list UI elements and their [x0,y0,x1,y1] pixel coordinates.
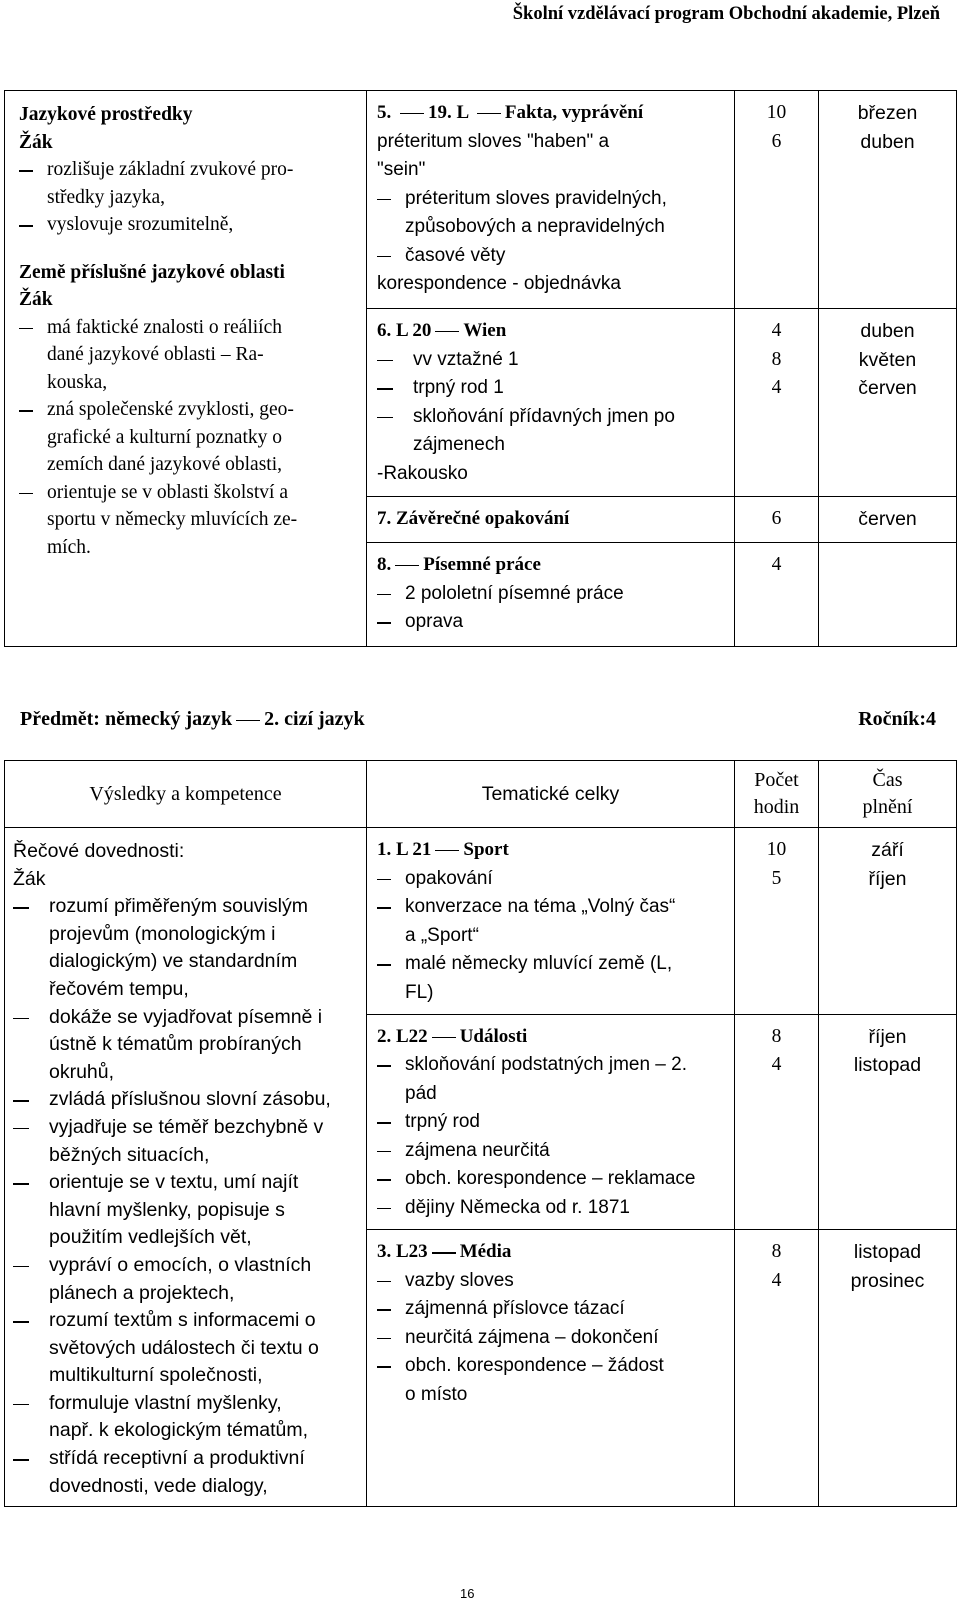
topic-title: 2. L22 Události [377,1025,528,1047]
topic-item: neurčitá zájmena – dokončení [377,1324,728,1353]
topic-item: obch. korespondence – reklamace [377,1165,728,1194]
month-value: červen [858,508,917,530]
section-title: Země příslušné jazykové oblasti [19,261,285,283]
topic-item: 2 pololetní písemné práce [377,580,728,609]
topic-cell [367,1230,735,1507]
topic-title: 1. L 21 Sport [377,839,509,860]
month-value: září [871,839,904,861]
outcome-item: vyslovuje srozumitelně, [19,211,360,239]
topic-item: časové věty [377,242,728,271]
hours-value: 8 [771,1025,782,1047]
hours-value: 4 [771,1269,782,1291]
hours-value: 5 [771,867,782,889]
hours-value: 4 [771,1054,782,1076]
hours-value: 6 [771,130,782,152]
section-title: Řečové dovednosti: [13,840,185,862]
schedule-cell [819,1014,957,1229]
topic-cell [367,828,735,1015]
hours-value: 10 [766,102,787,123]
schedule-cell [819,543,957,647]
hours-cell [735,543,819,647]
topic-title: 5. 19. L Fakta, vyprávění [377,102,644,123]
topic-cell [367,91,735,309]
month-value: říjen [868,867,907,890]
hours-value: 4 [771,320,782,341]
topic-title: 6. L 20 Wien [377,320,507,341]
hours-value: 10 [766,839,787,860]
month-value: červen [858,377,917,399]
topic-item: zájmena neurčitá [377,1137,728,1166]
month-value: říjen [868,1025,907,1048]
section-title: Jazykové prostředky [19,104,193,125]
outcome-item: orientuje se v textu, umí najít hlavní myšlenky, popisuje s použitím vedlejších vět, [13,1169,360,1252]
hours-value: 6 [771,508,782,529]
topic-cell [367,309,735,497]
topic-item: oprava [377,608,728,637]
outcome-item: má faktické znalosti o reáliích dané jazykové oblasti – Ra- kouska, [19,314,360,397]
topic-title: 7. Závěrečné opakování [377,508,570,529]
month-value: prosinec [850,1269,925,1292]
hours-cell [735,497,819,543]
student-label: Žák [19,289,53,310]
schedule-cell [819,309,957,497]
topic-item: trpný rod [377,1108,728,1137]
student-label: Žák [13,867,46,890]
topic-item: skloňování přídavných jmen po zájmenech [377,403,728,460]
month-value: květen [858,348,917,371]
page-number: 16 [460,1586,475,1601]
hours-cell [735,91,819,309]
topic-line: -Rakousko [377,462,468,484]
topic-item: préteritum sloves pravidelných, způsobových a nepravidelných [377,185,728,242]
topic-item: konverzace na téma „Volný čas“ a „Sport“ [377,893,728,950]
hours-cell [735,1014,819,1229]
schedule-cell [819,497,957,543]
topic-line: korespondence - objednávka [377,273,622,294]
topic-item: skloňování podstatných jmen – 2. pád [377,1051,728,1108]
outcome-item: rozumí textům s informacemi o světových událostech či textu o multikulturní společnosti, [13,1307,360,1390]
document-header: Školní vzdělávací program Obchodní akademie, Plzeň [512,4,940,24]
hours-cell [735,828,819,1015]
month-value: duben [860,320,915,342]
month-value: březen [857,102,918,124]
outcome-item: rozlišuje základní zvukové pro- středky jazyka, [19,156,360,211]
schedule-cell [819,91,957,309]
outcome-item: dokáže se vyjadřovat písemně i ústně k tématům probíraných okruhů, [13,1004,360,1087]
topic-item: trpný rod 1 [377,374,728,403]
schedule-cell [819,828,957,1015]
hours-value: 8 [771,348,782,370]
outcome-item: zvládá příslušnou slovní zásobu, [13,1086,360,1114]
topic-line: préteritum sloves "haben" a [377,130,610,152]
topic-item: vv vztažné 1 [377,346,728,375]
subject-title: Předmět: německý jazyk 2. cizí jazyk [20,708,365,730]
column-header-schedule: Čas plnění [819,761,957,828]
topic-item: zájmenná příslovce tázací [377,1295,728,1324]
month-value: listopad [853,1054,922,1077]
month-value: duben [860,130,915,153]
schedule-cell [819,1230,957,1507]
outcome-item: rozumí přiměřeným souvislým projevům (monologickým i dialogickým) ve standardním řečovém tempu, [13,893,360,1003]
hours-cell [735,1230,819,1507]
outcome-item: orientuje se v oblasti školství a sportu v německy mluvících ze- mích. [19,479,360,562]
topic-item: dějiny Německa od r. 1871 [377,1194,728,1223]
topic-cell [367,543,735,647]
outcomes-cell [5,828,367,1507]
topic-item: vazby sloves [377,1267,728,1296]
column-header-hours: Počet hodin [735,761,819,828]
outcome-item: formuluje vlastní myšlenky, např. k ekologickým tématům, [13,1390,360,1445]
curriculum-table-continued [4,90,957,647]
topic-cell [367,497,735,543]
hours-value: 4 [771,554,782,575]
topic-title: 3. L23 Média [377,1241,512,1263]
hours-value: 4 [771,377,782,398]
outcome-item: vyjadřuje se téměř bezchybně v běžných situacích, [13,1114,360,1169]
outcome-item: vypráví o emocích, o vlastních plánech a projektech, [13,1252,360,1307]
student-label: Žák [19,131,53,153]
topic-title: 8. Písemné práce [377,554,541,575]
grade-label: Ročník:4 [858,708,936,730]
month-value: listopad [853,1241,922,1264]
curriculum-table [4,760,957,1507]
topic-item: malé německy mluvící země (L, FL) [377,950,728,1007]
column-header-topics: Tematické celky [367,761,735,828]
column-header-outcomes: Výsledky a kompetence [5,761,367,828]
hours-cell [735,309,819,497]
topic-cell [367,1014,735,1229]
topic-item: obch. korespondence – žádost o místo [377,1352,728,1409]
topic-item: opakování [377,865,728,894]
outcome-item: zná společenské zvyklosti, geo- grafické a kulturní poznatky o zemích dané jazykové oblasti, [19,396,360,479]
hours-value: 8 [771,1241,782,1263]
topic-line: "sein" [377,159,426,180]
outcomes-cell [5,91,367,647]
outcome-item: střídá receptivní a produktivní dovednosti, vede dialogy, [13,1445,360,1500]
